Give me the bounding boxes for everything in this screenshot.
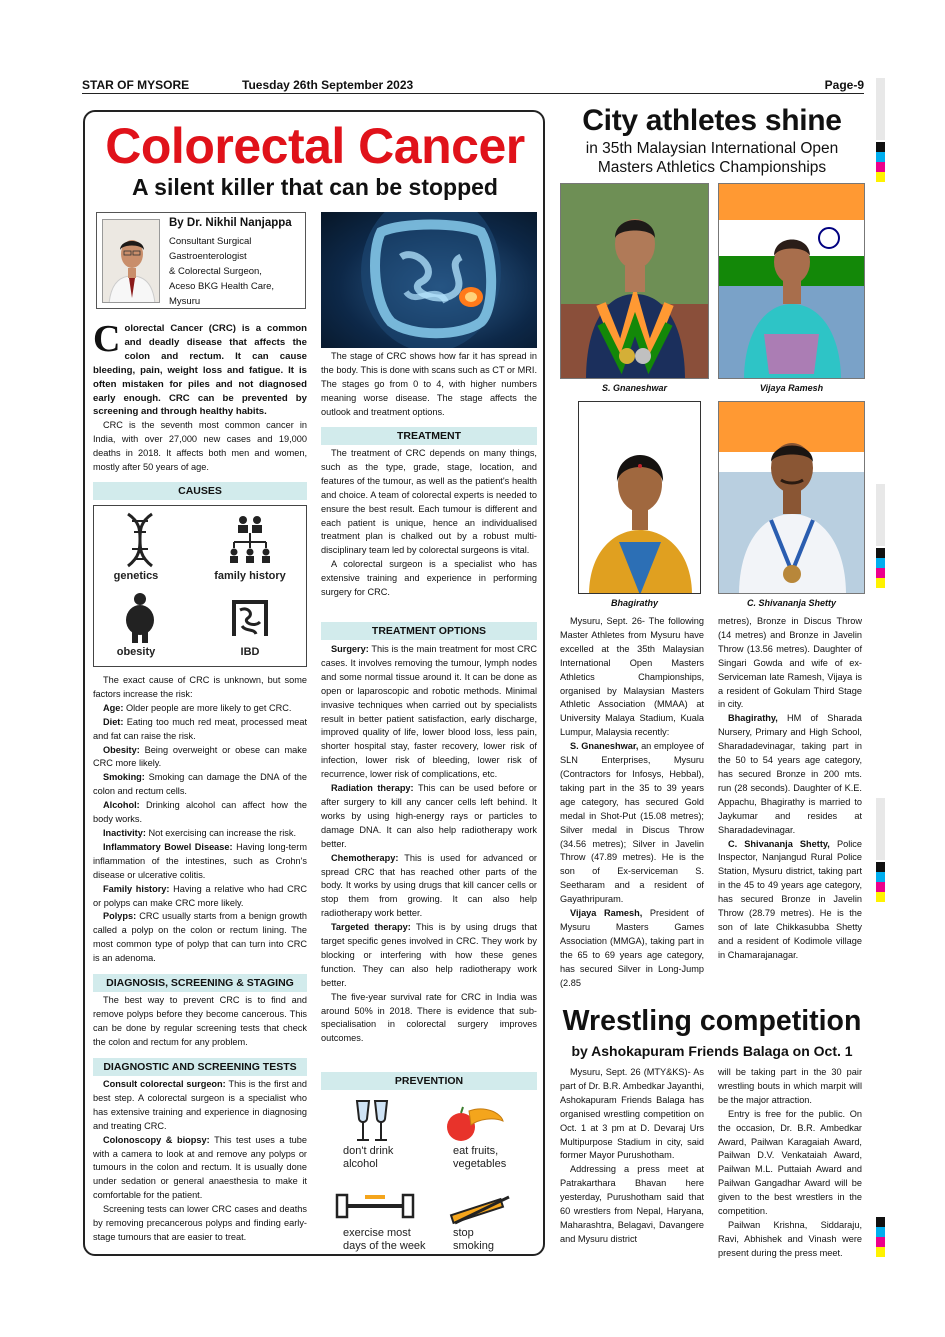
athletes-col-2 — [718, 615, 862, 963]
option-chemo: Chemotherapy: This is used for advanced or spread CRC that has reached other parts of the body. It works by using drugs that kill cancer cells or stop them from growing. It can also help radiotherapy work better. — [321, 852, 537, 919]
page-number: Page-9 — [824, 78, 864, 92]
athletes-para-4: metres), Bronze in Discus Throw (14 metres) and Bronze in Javelin Throw (13.56 metres). Daughter of Singari Gowda and wife of ex-Serviceman late Ramesh, Vijaya is a resident of Gokulam Third Stage in city. — [718, 616, 862, 710]
athletes-col-1 — [560, 615, 704, 990]
author-role: Consultant Surgical Gastroenterologist & Colorectal Surgeon, Aceso BKG Health Care, Mysuru — [169, 236, 275, 307]
options-heading: TREATMENT OPTIONS — [321, 622, 537, 640]
athletes-para-1: Mysuru, Sept. 26- The following Master Athletes from Mysuru have excelled at the 35th Malaysian International Open Masters Athletics Championships, organised by Malaysian Masters Athletic Association (MMAA) at University Malaya Stadium, Kuala Lumpur, Malaysia recently: — [560, 616, 704, 738]
screening-text: Screening tests can lower CRC cases and deaths by removing precancerous polyps and finding early-stage tumours that are easier to treat. — [93, 1204, 307, 1242]
test-consult: Consult colorectal surgeon: This is the first and best step. A colorectal surgeon is a specialist who has extensive training and experience in diagnosing and treating CRC. — [93, 1079, 307, 1131]
causes-infographic — [93, 505, 307, 667]
caption-gnaneshwar: S. Gnaneshwar — [601, 383, 668, 393]
diagnosis-heading: DIAGNOSIS, SCREENING & STAGING — [93, 974, 307, 992]
author-box — [96, 212, 306, 309]
athletes-para-5: Bhagirathy, HM of Sharada Nursery, Primary and High School, Sharadadevinagar, taking part in the 50 to 54 years age category, has secured Bronze in 200 mts. run (28 seconds). Daughter of K.E. Appachu, Bhagirathy is married to Jaykumar and resides at Sharadadevinagar. — [718, 713, 862, 835]
article-subtitle: A silent killer that can be stopped — [132, 174, 498, 200]
tests-text — [93, 1078, 307, 1245]
prevention-smoking-label: stop smoking — [453, 1227, 494, 1252]
article-title: Colorectal Cancer — [105, 118, 525, 174]
risk-ibd: Inflammatory Bowel Disease: Having long-term inflammation of the intestines, such as Crohn's disease or ulcerative colitis. — [93, 841, 307, 880]
risk-age: Age: Older people are more likely to get CRC. — [103, 702, 292, 713]
risk-inactivity: Inactivity: Not exercising can increase the risk. — [103, 827, 297, 838]
prevention-heading: PREVENTION — [321, 1072, 537, 1090]
treatment-options — [321, 643, 537, 1046]
photo-shivananja-shetty — [718, 401, 865, 594]
test-colonoscopy: Colonoscopy & biopsy: This test uses a tube with a camera to look at and remove any polyps or tumours in the colon and rectum. It is usually done under sedation or general anaesthesia to make it comfortable for the patient. — [93, 1134, 307, 1201]
wrestling-col-1: Mysuru, Sept. 26 (MTY&KS)- As part of Dr. B.R. Ambedkar Jayanthi, Ashokapuram Friends Balaga has organised wrestling competition on Oct. 1 at 3 pm at D. Devaraj Urs Multipurpose Stadium in city, said former Mayor Purushotham. Addressing a press meet at Patrakarthara Bhavan here yesterday, Purushotham said that 60 wrestlers from Nepal, Haryana, Maharashtra, Belagavi, Davangere and Mysuru district — [560, 1067, 705, 1244]
athletes-headline: City athletes shine — [582, 104, 842, 137]
causes-intro: The exact cause of CRC is unknown, but some factors increase the risk: — [93, 675, 307, 699]
risk-diet: Diet: Eating too much red meat, processed meat and fat can raise the risk. — [93, 716, 307, 741]
treatment-text: The treatment of CRC depends on many things, such as the type, grade, stage, location, and features of the tumour, as well as the patient's health and choice. A team of colorectal experts is needed to ensure the best result. Each tumour is different and each patient is unique, hence an individualised treatment plan is chalked out by a robust multi-disciplinary team led by colorectal surgeons is vital. A colorectal surgeon is a specialist who has extensive training and experience in performing surgery for CRC. — [321, 448, 537, 598]
obesity-icon — [122, 592, 158, 644]
risk-polyps: Polyps: CRC usually starts from a benign growth called a polyp on the colon or rectum lining. The most common type of polyp that can turn into CRC is an adenoma. — [93, 911, 307, 964]
caption-bhagirathy: Bhagirathy — [610, 598, 658, 608]
wrestling-subheadline: by Ashokapuram Friends Balaga on Oct. 1 — [571, 1043, 853, 1059]
intestine-icon — [224, 592, 276, 644]
athletes-para-6: C. Shivananja Shetty, Police Inspector, Nanjangud Rural Police Station, Mysuru district, taking part in the 45 to 49 years age category, has secured Bronze in Javelin Throw (28.79 metres). He is the son of late Chikkasubba Shetty and a resident of Kodimole village in Chamarajanagar. — [718, 838, 863, 960]
risk-smoking: Smoking: Smoking can damage the DNA of the colon and rectum cells. — [93, 772, 307, 797]
option-surgery: Surgery: This is the main treatment for most CRC cases. It involves removing the tumour, lymph nodes and some normal tissue around it. It can be done as open or laparoscopic and robotic methods. Minimal invasive techniques when carried out by specialists result in better patient satisfaction, early discharge, improved quality of life, lower blood loss, less pain, shorter hospital stay, faster recovery, lower risk of infection, lower risk of bleeding, lower risk of recurrence, lower risk of complications, etc. — [321, 644, 537, 780]
treatment-heading: TREATMENT — [321, 427, 537, 445]
cause-family-history-label: family history — [214, 570, 286, 582]
publication-name: STAR OF MYSORE — [82, 78, 190, 92]
caption-shivananja-shetty: C. Shivananja Shetty — [746, 598, 837, 608]
prevention-exercise-label: exercise most days of the week — [343, 1227, 426, 1252]
risk-obesity: Obesity: Being overweight or obese can make CRC more likely. — [93, 744, 307, 769]
dumbbell-icon — [333, 1191, 417, 1221]
prevention-alcohol-label: don't drink alcohol — [343, 1145, 394, 1170]
prevention-fruit-label: eat fruits, vegetables — [453, 1145, 507, 1170]
drop-cap: C — [93, 318, 121, 360]
wrestling-col-2: will be taking part in the 30 pair wrestling bouts in which marpit will be the major attraction. Entry is free for the public. On the occasion, Dr. B.R. Ambedkar Award, Pailwan Karagaiah Award, Pailwan D.V. Venkataiah Award, Pailwan M.L. Puttaiah Award and Pailwan Gangadhar Award will be given to the best wrestlers in the competition. Pailwan Krishna, Siddaraju, Ravi, Abhishek and Vinash were present during the press meet. — [718, 1067, 862, 1258]
photo-vijaya-ramesh — [718, 183, 865, 379]
cause-obesity-label: obesity — [116, 646, 156, 658]
no-smoking-icon — [447, 1193, 517, 1225]
family-tree-icon — [226, 514, 274, 568]
athletes-para-2: S. Gnaneshwar, an employee of SLN Enterprises, Mysuru (Contractors for Infosys, Hebbal), taking part in the 35 to 39 years age category, has secured Gold medal in Shot-Put (15.08 metres); Silver medal in Discus Throw (34.56 metres); Silver in Javelin Throw (47.89 metres). He is the son of Ex-serviceman S. Seetharam and a resident of Gayathripuram. — [560, 741, 704, 905]
intro-paragraph: Colorectal Cancer (CRC) is a common and deadly disease that affects the colon and rectum. It can cause bleeding, pain, weight loss and fatigue. It is often mistaken for piles and not diagnosed early enough. CRC can be prevented by screening and through healthy habits. — [93, 318, 307, 418]
risk-factors — [93, 674, 307, 966]
option-targeted: Targeted therapy: This is by using drugs that target specific genes involved in CRC. They work by blocking or interfering with how these genes function. They can also help radiotherapy work better. — [321, 922, 537, 988]
cause-genetics-label: genetics — [113, 570, 159, 582]
crc-col-1 — [93, 318, 307, 475]
crc-article — [83, 110, 545, 1256]
causes-heading: CAUSES — [93, 482, 307, 500]
colon-illustration — [321, 212, 537, 348]
athletes-para-3: Vijaya Ramesh, President of Mysuru Masters Games Association (MMGA), taking part in the 65 to 69 years age category, has secured Silver in Long-Jump (2.85 — [560, 908, 704, 988]
caption-vijaya-ramesh: Vijaya Ramesh — [759, 383, 824, 393]
risk-alcohol: Alcohol: Drinking alcohol can affect how the body works. — [93, 800, 307, 825]
wine-glasses-icon — [353, 1099, 393, 1143]
fruit-icon — [445, 1101, 505, 1143]
issue-date: Tuesday 26th September 2023 — [242, 78, 414, 92]
photo-gnaneshwar — [560, 183, 709, 379]
author-name: By Dr. Nikhil Nanjappa — [169, 217, 292, 229]
dna-icon — [118, 512, 162, 568]
page-header — [82, 78, 864, 94]
wrestling-headline: Wrestling competition — [562, 1005, 862, 1037]
prevention-infographic — [321, 1095, 537, 1253]
stats-paragraph: CRC is the seventh most common cancer in India, with over 27,000 new cases and 19,000 deaths in 2018. It affects both men and women, mostly after 50 years of age. — [93, 420, 307, 473]
tests-heading: DIAGNOSTIC AND SCREENING TESTS — [93, 1058, 307, 1076]
staging-text: The stage of CRC shows how far it has spread in the body. This is done with scans such as CT or MRI. The stages go from 0 to 4, with higher numbers meaning worse disease. The stage affects the outlook and treatment options. — [321, 351, 537, 417]
option-radiation: Radiation therapy: This can be used before or after surgery to kill any cancer cells left behind. It works by using high-energy rays or particles to damage DNA. It can also help radiotherapy work better. — [321, 783, 537, 849]
diagnosis-text: The best way to prevent CRC is to find and remove polyps before they become cancerous. This can be done by regular screening tests that check the colon and rectum for any problem. — [93, 995, 307, 1047]
athletes-subheadline: in 35th Malaysian International Open Masters Athletics Championships — [585, 140, 839, 176]
cause-ibd-label: IBD — [240, 646, 260, 658]
survival-text: The five-year survival rate for CRC in India was around 50% in 2018. There is evidence that sub-specialisation in colorectal surgery improves outcomes. — [321, 991, 537, 1044]
risk-family-history: Family history: Having a relative who had CRC or polyps can make CRC more likely. — [93, 883, 307, 908]
author-photo — [102, 219, 160, 303]
photo-bhagirathy — [578, 401, 701, 594]
